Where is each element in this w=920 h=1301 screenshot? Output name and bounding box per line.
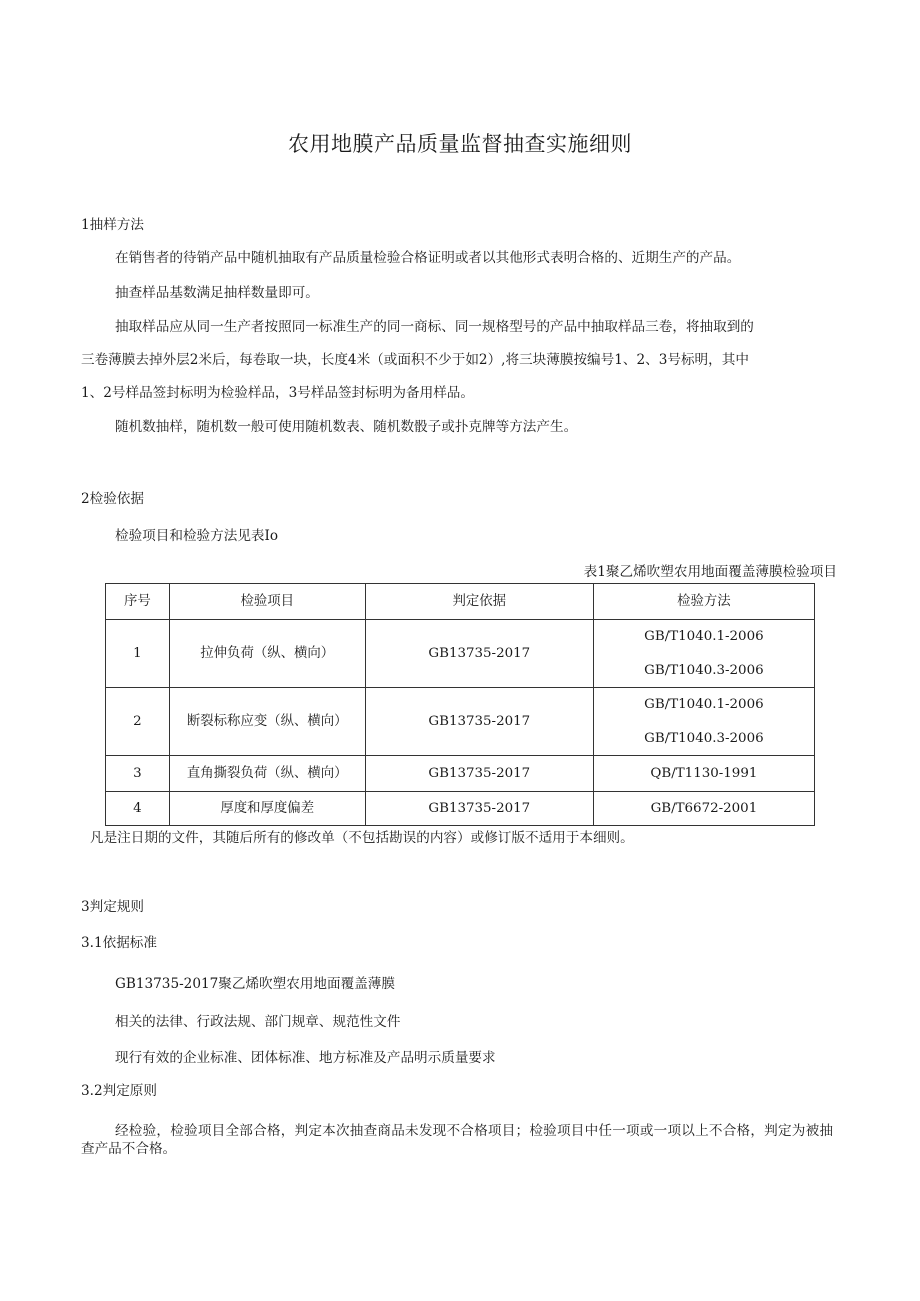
row-method: QB/T1130-1991 <box>593 756 814 792</box>
row-method-line-2: GB/T1040.3-2006 <box>644 730 764 746</box>
row-item: 拉伸负荷（纵、横向） <box>169 620 365 688</box>
header-no: 序号 <box>106 584 170 620</box>
inspection-items-table <box>105 583 815 826</box>
table-caption: 表1聚乙烯吹塑农用地面覆盖薄膜检验项目 <box>583 564 837 580</box>
row-method-line-2: GB/T1040.3-2006 <box>644 662 764 678</box>
table-row <box>106 620 815 688</box>
section1-paragraph-3-line-1: 抽取样品应从同一生产者按照同一标准生产的同一商标、同一规格型号的产品中抽取样品三卷，将抽取到的 <box>115 319 754 335</box>
section2-heading: 2检验依据 <box>81 491 145 507</box>
section1-paragraph-3-line-3: 1、2号样品签封标明为检验样品，3号样品签封标明为备用样品。 <box>81 385 474 401</box>
section3-2-heading: 3.2判定原则 <box>81 1083 157 1099</box>
section1-heading: 1抽样方法 <box>81 217 145 233</box>
row-method <box>593 620 814 688</box>
section3-1-heading: 3.1依据标准 <box>81 935 157 951</box>
row-item: 直角撕裂负荷（纵、横向） <box>169 756 365 792</box>
table-row <box>106 792 815 826</box>
row-basis: GB13735-2017 <box>365 688 593 756</box>
row-item: 厚度和厚度偏差 <box>169 792 365 826</box>
table-note: 凡是注日期的文件，其随后所有的修改单（不包括勘误的内容）或修订版不适用于本细则。 <box>90 830 634 846</box>
standard-item: 现行有效的企业标准、团体标准、地方标准及产品明示质量要求 <box>115 1050 496 1066</box>
table-header-row <box>106 584 815 620</box>
section3-heading: 3判定规则 <box>81 899 145 915</box>
standard-item: 相关的法律、行政法规、部门规章、规范性文件 <box>115 1014 401 1030</box>
row-no: 1 <box>106 620 170 688</box>
row-method: GB/T6672-2001 <box>593 792 814 826</box>
row-no: 4 <box>106 792 170 826</box>
row-basis: GB13735-2017 <box>365 756 593 792</box>
row-item: 断裂标称应变（纵、横向） <box>169 688 365 756</box>
section1-paragraph-1: 在销售者的待销产品中随机抽取有产品质量检验合格证明或者以其他形式表明合格的、近期生产的产品。 <box>115 250 741 266</box>
row-method-line-1: GB/T1040.1-2006 <box>644 696 764 712</box>
row-basis: GB13735-2017 <box>365 620 593 688</box>
table-row <box>106 756 815 792</box>
section1-paragraph-3-line-2: 三卷薄膜去掉外层2米后，每卷取一块，长度4米（或面积不少于如2）,将三块薄膜按编号1、2、3号标明，其中 <box>81 352 749 368</box>
section1-paragraph-2: 抽查样品基数满足抽样数量即可。 <box>115 285 319 301</box>
section2-paragraph-1: 检验项目和检验方法见表Io <box>115 528 279 544</box>
row-basis: GB13735-2017 <box>365 792 593 826</box>
standard-item: GB13735-2017聚乙烯吹塑农用地面覆盖薄膜 <box>115 976 395 992</box>
row-method <box>593 688 814 756</box>
section1-paragraph-4: 随机数抽样，随机数一般可使用随机数表、随机数骰子或扑克牌等方法产生。 <box>115 419 578 435</box>
header-method: 检验方法 <box>593 584 814 620</box>
table-row <box>106 688 815 756</box>
row-no: 2 <box>106 688 170 756</box>
document-title: 农用地膜产品质量监督抽查实施细则 <box>288 132 632 156</box>
row-no: 3 <box>106 756 170 792</box>
judgement-principle-paragraph: 经检验，检验项目全部合格，判定本次抽查商品未发现不合格项目；检验项目中任一项或一项以上不合格，判定为被抽查产品不合格。 <box>81 1123 833 1157</box>
row-method-line-1: GB/T1040.1-2006 <box>644 628 764 644</box>
header-item: 检验项目 <box>169 584 365 620</box>
header-basis: 判定依据 <box>365 584 593 620</box>
